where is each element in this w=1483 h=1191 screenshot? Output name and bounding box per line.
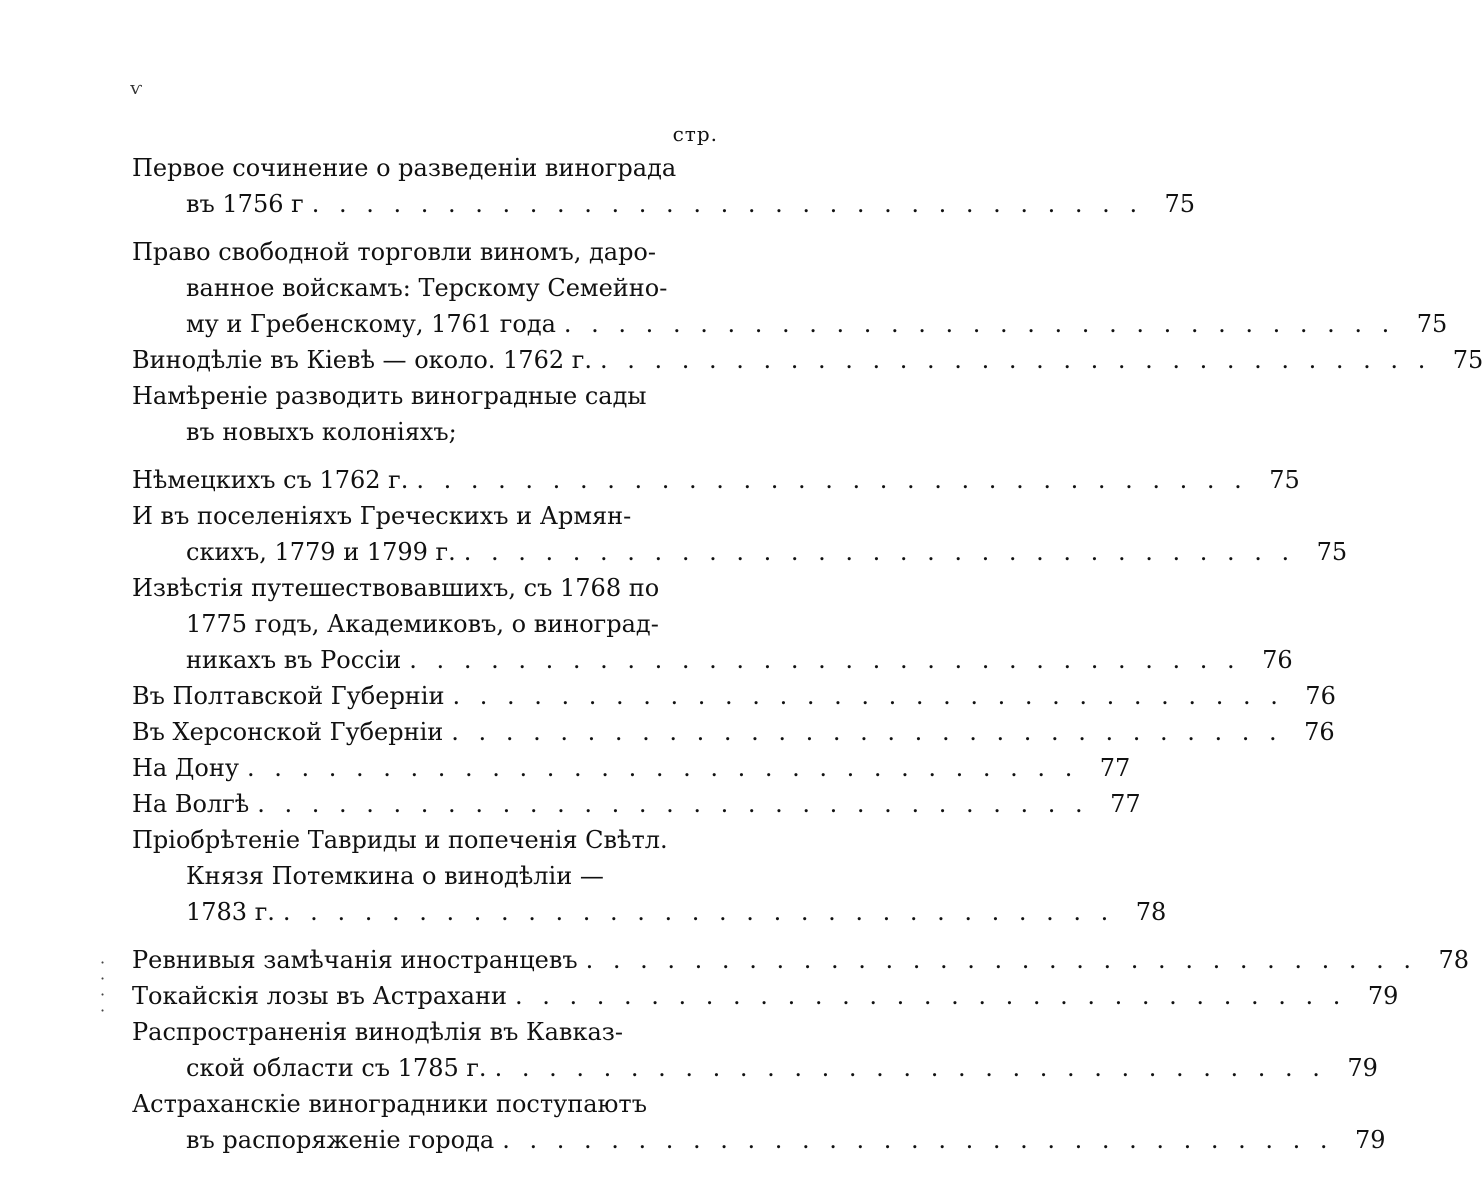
- page-column-header: стр.: [672, 122, 718, 146]
- page-number: 78: [1438, 946, 1470, 974]
- dot-leader: . . . . . . . . . . . . . . . . . . . . . . . . . . . . . . .: [463, 538, 1296, 566]
- dot-leader: . . . . . . . . . . . . . . . . . . . . . . . . . . . . . . .: [514, 982, 1347, 1010]
- corner-mark: ѵ: [130, 78, 143, 99]
- entry-line: Прiобрѣтенiе Тавриды и попеченiя Свѣтл.: [132, 826, 668, 854]
- entry-line: Нѣмецкихъ съ 1762 г.: [132, 466, 409, 494]
- entry-line: Право свободной торговли виномъ, даро-: [132, 238, 656, 266]
- entry-line: Въ Херсонской Губернiи: [132, 718, 444, 746]
- page-number: 75: [1164, 190, 1196, 218]
- entry-line: На Дону: [132, 754, 239, 782]
- page-number: 76: [1305, 682, 1336, 710]
- toc-entry: [132, 786, 1141, 822]
- entry-line: въ новыхъ колонiяхъ;: [186, 418, 457, 446]
- entry-line: 1783 г.: [186, 898, 275, 926]
- dot-leader: . . . . . . . . . . . . . . . . . . . . . . . . . . . . . . .: [494, 1054, 1326, 1082]
- entry-line: Распространенiя винодѣлiя въ Кавказ-: [132, 1018, 623, 1046]
- table-of-contents: [132, 150, 1483, 1158]
- dot-leader: . . . . . . . . . . . . . . . . . . . . . . . . . . . . . . .: [416, 466, 1248, 494]
- page-number: 75: [1269, 466, 1300, 494]
- dot-leader: . . . . . . . . . . . . . . . . . . . . . . . . . . . . . . .: [585, 946, 1418, 974]
- toc-entry: [132, 942, 1470, 978]
- entry-line: му и Гребенскому, 1761 года: [186, 310, 556, 338]
- entry-line: Въ Полтавской Губернiи: [132, 682, 445, 710]
- entry-line: Ревнивыя замѣчанiя иностранцевъ: [132, 946, 578, 974]
- entry-line: Токайскiя лозы въ Астрахани: [132, 982, 507, 1010]
- toc-entry: [132, 822, 1167, 930]
- toc-entry: [132, 498, 1348, 570]
- dot-leader: . . . . . . . . . . . . . . . . . . . . . . . . . . . . . . .: [563, 310, 1396, 338]
- dot-leader: . . . . . . . . . . . . . . . . . . . . . . . . . . . . . . .: [282, 898, 1115, 926]
- dot-leader: . . . . . . . . . . . . . . . . . . . . . . . . . . . . . . .: [311, 190, 1144, 218]
- toc-entry: [132, 978, 1399, 1014]
- dot-leader: . . . . . . . . . . . . . . . . . . . . . . . . . . . . . . .: [409, 646, 1241, 674]
- page-number: 76: [1262, 646, 1293, 674]
- page-number: 77: [1110, 790, 1141, 818]
- entry-line: въ распоряженiе города: [186, 1126, 495, 1154]
- toc-entry: [132, 750, 1131, 786]
- entry-line: И въ поселенiяхъ Греческихъ и Армян-: [132, 502, 632, 530]
- entry-line: ванное войскамъ: Терскому Семейно-: [186, 274, 668, 302]
- page-number: 79: [1367, 982, 1399, 1010]
- page-number: 79: [1347, 1054, 1378, 1082]
- dot-leader: . . . . . . . . . . . . . . . . . . . . . . . . . . . . . . .: [452, 682, 1284, 710]
- toc-entry: [132, 378, 714, 450]
- page-number: 75: [1416, 310, 1448, 338]
- entry-line: 1775 годъ, Академиковъ, о виноград-: [186, 610, 659, 638]
- entry-line: Винодѣлiе въ Кiевѣ — около. 1762 г.: [132, 346, 592, 374]
- toc-entry: [132, 1014, 1378, 1086]
- dot-leader: . . . . . . . . . . . . . . . . . . . . . . . . . . . . . . .: [451, 718, 1283, 746]
- margin-specks-icon: · · · ·: [100, 953, 106, 1020]
- entry-line: ской области съ 1785 г.: [186, 1054, 487, 1082]
- entry-line: Князя Потемкина о винодѣлiи —: [186, 862, 604, 890]
- toc-entry: [132, 678, 1336, 714]
- page-number: 77: [1099, 754, 1131, 782]
- toc-entry: [132, 234, 1448, 342]
- entry-line: На Волгѣ: [132, 790, 250, 818]
- toc-entry: [132, 150, 1196, 222]
- entry-line: Астраханскiе виноградники поступаютъ: [132, 1090, 647, 1118]
- entry-line: Извѣстiя путешествовавшихъ, съ 1768 по: [132, 574, 660, 602]
- page-number: 75: [1316, 538, 1348, 566]
- toc-entry: [132, 1086, 1386, 1158]
- dot-leader: . . . . . . . . . . . . . . . . . . . . . . . . . . . . . . .: [599, 346, 1432, 374]
- page-number: 78: [1135, 898, 1167, 926]
- page-number: 79: [1355, 1126, 1386, 1154]
- entry-line: никахъ въ Россiи: [186, 646, 402, 674]
- entry-line: въ 1756 г: [186, 190, 304, 218]
- entry-line: скихъ, 1779 и 1799 г.: [186, 538, 456, 566]
- entry-line: Намѣренiе разводить виноградные сады: [132, 382, 647, 410]
- page-number: 76: [1304, 718, 1335, 746]
- dot-leader: . . . . . . . . . . . . . . . . . . . . . . . . . . . . . . .: [246, 754, 1079, 782]
- toc-entry: [132, 714, 1335, 750]
- dot-leader: . . . . . . . . . . . . . . . . . . . . . . . . . . . . . . .: [257, 790, 1089, 818]
- toc-entry: [132, 462, 1300, 498]
- toc-entry: [132, 570, 1293, 678]
- dot-leader: . . . . . . . . . . . . . . . . . . . . . . . . . . . . . . .: [502, 1126, 1334, 1154]
- page-number: 75: [1452, 346, 1483, 374]
- entry-line: Первое сочинение о разведенiи винограда: [132, 154, 677, 182]
- toc-entry: [132, 342, 1483, 378]
